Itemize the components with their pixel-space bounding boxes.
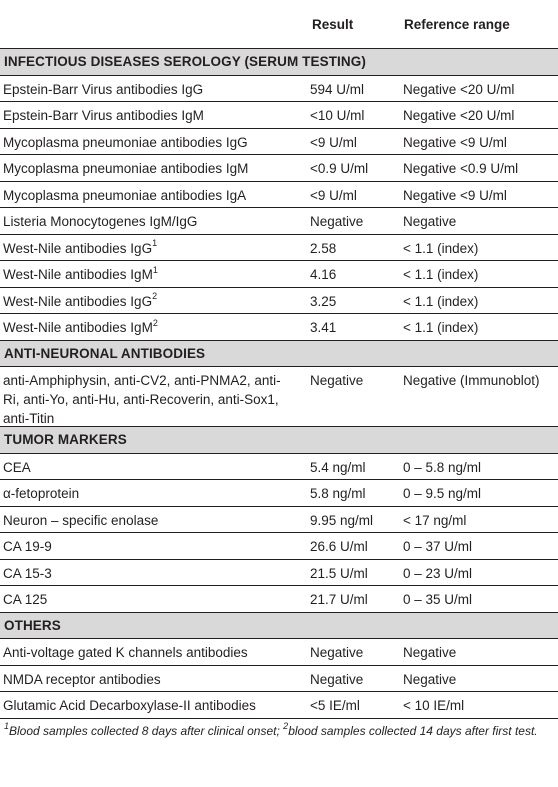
test-name-cell <box>0 560 302 583</box>
footnote <box>0 719 558 741</box>
reference-range-cell: Negative <20 U/ml <box>403 81 515 97</box>
reference-range-cell: Negative <9 U/ml <box>403 187 507 203</box>
test-name-cell <box>0 666 302 689</box>
test-name: CA 19-9 <box>3 539 52 554</box>
test-name-cell <box>0 155 302 178</box>
reference-range-cell: < 10 IE/ml <box>403 698 465 713</box>
test-name: NMDA receptor antibodies <box>3 671 161 687</box>
reference-range-cell: 0 – 37 U/ml <box>403 539 473 554</box>
result-cell: Negative <box>310 671 364 687</box>
result-cell: Negative <box>310 373 364 388</box>
reference-range-cell: 0 – 35 U/ml <box>403 592 473 607</box>
table-body <box>0 49 558 719</box>
footnote-text-2: blood samples collected 14 days after first test. <box>288 723 538 738</box>
reference-range-cell: < 17 ng/ml <box>403 512 467 528</box>
table-header <box>0 0 558 49</box>
test-name-cell <box>0 533 302 556</box>
header-reference-range: Reference range <box>404 16 510 32</box>
test-name: CA 125 <box>3 592 48 607</box>
table-row <box>0 76 558 103</box>
test-name: Mycoplasma pneumoniae antibodies IgM <box>3 161 249 176</box>
result-cell: <9 U/ml <box>310 187 357 203</box>
table-row <box>0 533 558 560</box>
result-cell: 2.58 <box>310 240 337 256</box>
table-row <box>0 480 558 507</box>
sample-footnote-marker: 1 <box>152 238 158 248</box>
test-name: α-fetoprotein <box>3 486 80 501</box>
table-row <box>0 235 558 262</box>
table-row <box>0 507 558 534</box>
reference-range-cell: < 1.1 (index) <box>403 320 479 335</box>
reference-range-cell: Negative <0.9 U/ml <box>403 161 519 176</box>
test-name: anti-Amphiphysin, anti-CV2, anti-PNMA2, anti-Ri, anti-Yo, anti-Hu, anti-Recoverin, anti-Sox1, anti-Titin <box>3 373 281 426</box>
test-name: CA 15-3 <box>3 565 52 581</box>
sample-footnote-marker: 2 <box>152 291 158 301</box>
result-cell: 26.6 U/ml <box>310 539 368 554</box>
result-cell: Negative <box>310 214 364 229</box>
footnote-text-1: Blood samples collected 8 days after clinical onset; <box>9 723 284 738</box>
reference-range-cell: Negative <box>403 671 457 687</box>
table-row <box>0 560 558 587</box>
table-row <box>0 314 558 341</box>
test-name: Mycoplasma pneumoniae antibodies IgA <box>3 187 247 203</box>
test-name-cell <box>0 235 302 258</box>
result-cell: 5.4 ng/ml <box>310 459 366 475</box>
result-cell: <5 IE/ml <box>310 698 360 713</box>
table-row <box>0 155 558 182</box>
test-name-cell <box>0 367 302 428</box>
test-name-cell <box>0 480 302 503</box>
result-cell: Negative <box>310 645 364 660</box>
reference-range-cell: Negative (Immunoblot) <box>403 373 540 388</box>
test-name-cell <box>0 261 302 284</box>
table-row <box>0 367 558 427</box>
test-name-cell <box>0 102 302 125</box>
reference-range-cell: Negative <box>403 214 457 229</box>
test-name-cell <box>0 586 302 609</box>
test-name-cell <box>0 454 302 477</box>
reference-range-cell: 0 – 9.5 ng/ml <box>403 486 482 501</box>
table-row <box>0 288 558 315</box>
header-result: Result <box>312 16 354 32</box>
section-header: TUMOR MARKERS <box>0 427 558 454</box>
result-cell: <10 U/ml <box>310 108 365 123</box>
test-name: West-Nile antibodies IgM <box>3 320 153 335</box>
reference-range-cell: Negative <20 U/ml <box>403 108 515 123</box>
table-row <box>0 182 558 209</box>
table-row <box>0 129 558 156</box>
section-header: ANTI-NEURONAL ANTIBODIES <box>0 341 558 368</box>
table-row <box>0 586 558 613</box>
test-name: Epstein-Barr Virus antibodies IgM <box>3 108 204 123</box>
test-name: Listeria Monocytogenes IgM/IgG <box>3 214 198 229</box>
test-name-cell <box>0 129 302 152</box>
result-cell: 3.25 <box>310 293 337 309</box>
table-row <box>0 639 558 666</box>
result-cell: 21.7 U/ml <box>310 592 368 607</box>
table-row <box>0 692 558 719</box>
table-row <box>0 261 558 288</box>
reference-range-cell: < 1.1 (index) <box>403 293 479 309</box>
result-cell: 9.95 ng/ml <box>310 512 374 528</box>
result-cell: 3.41 <box>310 320 337 335</box>
footnote-marker-2: 2 <box>283 720 289 731</box>
result-cell: 5.8 ng/ml <box>310 486 366 501</box>
table-row <box>0 666 558 693</box>
reference-range-cell: Negative <9 U/ml <box>403 134 507 150</box>
result-cell: <9 U/ml <box>310 134 357 150</box>
test-name-cell <box>0 692 302 715</box>
result-cell: 594 U/ml <box>310 81 365 97</box>
section-header: OTHERS <box>0 613 558 640</box>
test-name: Glutamic Acid Decarboxylase-II antibodies <box>3 698 256 713</box>
test-name: Epstein-Barr Virus antibodies IgG <box>3 81 204 97</box>
sample-footnote-marker: 1 <box>152 264 158 275</box>
table-row <box>0 208 558 235</box>
footnote-marker-1: 1 <box>4 720 10 731</box>
test-name: Neuron – specific enolase <box>3 512 159 528</box>
reference-range-cell: 0 – 23 U/ml <box>403 565 473 581</box>
test-name-cell <box>0 182 302 205</box>
result-cell: 21.5 U/ml <box>310 565 368 581</box>
test-name: West-Nile antibodies IgM <box>3 267 153 282</box>
reference-range-cell: < 1.1 (index) <box>403 240 479 256</box>
sample-footnote-marker: 2 <box>152 317 158 328</box>
reference-range-cell: 0 – 5.8 ng/ml <box>403 459 482 475</box>
result-cell: 4.16 <box>310 267 337 282</box>
table-row <box>0 102 558 129</box>
reference-range-cell: Negative <box>403 645 457 660</box>
test-name-cell <box>0 314 302 337</box>
test-name-cell <box>0 76 302 99</box>
reference-range-cell: < 1.1 (index) <box>403 267 479 282</box>
test-name: Mycoplasma pneumoniae antibodies IgG <box>3 134 248 150</box>
section-header: INFECTIOUS DISEASES SEROLOGY (SERUM TESTING) <box>0 49 558 76</box>
test-name-cell <box>0 639 302 662</box>
result-cell: <0.9 U/ml <box>310 161 369 176</box>
test-name: Anti-voltage gated K channels antibodies <box>3 645 248 660</box>
test-name-cell <box>0 288 302 311</box>
test-name-cell <box>0 507 302 530</box>
test-name: West-Nile antibodies IgG <box>3 240 153 256</box>
table-row <box>0 454 558 481</box>
test-name-cell <box>0 208 302 231</box>
test-name: West-Nile antibodies IgG <box>3 293 153 309</box>
test-name: CEA <box>3 459 31 475</box>
